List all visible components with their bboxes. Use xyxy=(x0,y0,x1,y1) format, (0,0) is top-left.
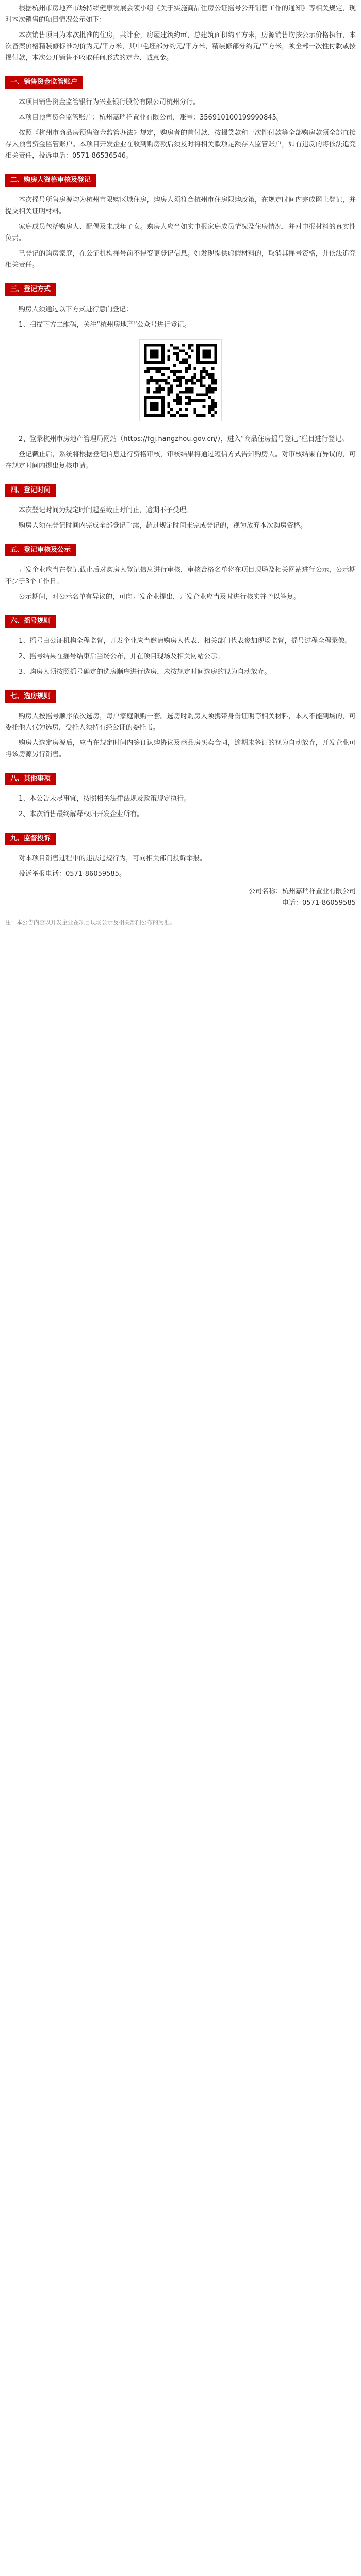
section-paragraph: 购房人须通过以下方式进行意向登记： xyxy=(19,306,133,313)
section-heading: 六、摇号规则 xyxy=(5,615,56,628)
section-paragraph: 本次摇号所售房源均为杭州市限购区域住房，购房人须符合杭州市住房限购政策，在规定时间内完成网上登记，并提交相关证明材料。 xyxy=(5,196,356,215)
section-paragraph: 购房人须在登记时间内完成全部登记手续，超过规定时间未完成登记的，视为放弃本次购房资格。 xyxy=(19,522,307,530)
section-heading: 二、购房人资格审核及登记 xyxy=(5,174,96,187)
section-paragraph: 本项目销售资金监管银行为兴业银行股份有限公司杭州分行。 xyxy=(19,98,200,106)
section-paragraph: 购房人按摇号顺序依次选房，每户家庭限购一套。选房时购房人须携带身份证明等相关材料，本人不能到场的，可委托他人代为选房，受托人须持有经公证的委托书。 xyxy=(5,713,356,732)
section-heading: 三、登记方式 xyxy=(5,283,56,296)
section-paragraph: 投诉举报电话：0571-86059585。 xyxy=(19,870,126,878)
section-paragraph: 本次登记时间为规定时间起至截止时间止，逾期不予受理。 xyxy=(19,506,193,514)
announcement-page xyxy=(0,0,361,938)
signature-block xyxy=(5,886,356,909)
section-paragraph: 1、本公告未尽事宜，按照相关法律法规及政策规定执行。 xyxy=(19,795,191,803)
section-paragraph: 登记截止后，系统将根据登记信息进行资格审核，审核结果将通过短信方式告知购房人。对审核结果有异议的，可在规定时间内提出复核申请。 xyxy=(5,451,356,470)
project-overview-paragraph: 本次销售项目为本次批准的住房，共计套，房屋建筑约㎡，总建筑面积约平方米，房源销售均按公示价格执行，本次备案价格精装修标准均价为元/平方米，其中毛坯部分约元/平方米，精装修部分约元/平方米，须全部一次性付款或按揭付款，本次公开销售不收取任何形式的定金、诚意金。 xyxy=(5,31,356,62)
section-paragraph: 1、摇号由公证机构全程监督，开发企业应当邀请购房人代表、相关部门代表参加现场监督，摇号过程全程录像。 xyxy=(19,637,352,645)
section-paragraph: 3、购房人须按照摇号确定的选房顺序进行选房，未按规定时间选房的视为自动放弃。 xyxy=(19,668,271,676)
section-heading: 八、其他事项 xyxy=(5,773,56,785)
section-paragraph: 购房人选定房源后，应当在规定时间内签订认购协议及商品房买卖合同，逾期未签订的视为自动放弃，开发企业可将该房源另行销售。 xyxy=(5,739,356,758)
section-heading: 五、登记审核及公示 xyxy=(5,544,76,556)
section-paragraph: 2、摇号结果在摇号结束后当场公布，并在项目现场及相关网站公示。 xyxy=(19,653,224,660)
section-paragraph: 2、登录杭州市房地产管理局网站（https://fgj.hangzhou.gov.cn/），进入“商品住房摇号登记”栏目进行登记。 xyxy=(19,435,349,443)
section-paragraph: 公示期间，对公示名单有异议的，可向开发企业提出，开发企业应当及时进行核实并予以答复。 xyxy=(19,593,301,601)
section-paragraph: 开发企业应当在登记截止后对购房人登记信息进行审核，审核合格名单将在项目现场及相关网站进行公示，公示期不少于3个工作日。 xyxy=(5,566,356,585)
section-paragraph: 家庭成员包括购房人、配偶及未成年子女。购房人应当如实申报家庭成员情况及住房情况，并对申报材料的真实性负责。 xyxy=(5,223,356,242)
qr-code-wrapper xyxy=(5,339,356,426)
sections-container xyxy=(5,68,356,880)
qr-code-icon xyxy=(139,339,222,421)
section-paragraph: 1、扫描下方二维码，关注“杭州房地产”公众号进行登记。 xyxy=(19,321,191,329)
footnote: 注：本公告内容以开发企业在项目现场公示及相关部门公布的为准。 xyxy=(5,919,175,926)
section-heading: 四、登记时间 xyxy=(5,484,56,497)
section-paragraph: 2、本次销售最终解释权归开发企业所有。 xyxy=(19,810,144,818)
section-paragraph: 按照《杭州市商品房预售资金监管办法》规定，购房者的首付款、按揭贷款和一次性付款等全部购房款须全部直接存入预售资金监管账户。本项目开发企业在收到购房款后须及时将相关款项足额存入监管账户，如有违反的将依法追究相关责任，投诉电话：0571-86536546。 xyxy=(5,129,356,160)
section-paragraph: 已登记的购房家庭，在公证机构摇号前不得变更登记信息。如发现提供虚假材料的，取消其摇号资格，并依法追究相关责任。 xyxy=(5,250,356,269)
signature-company: 公司名称：杭州嘉瑞祥置业有限公司 xyxy=(248,888,356,895)
section-paragraph: 本项目预售资金监管账户：杭州嘉瑞祥置业有限公司，账号：356910100199990845。 xyxy=(19,114,283,122)
section-heading: 九、监督投诉 xyxy=(5,833,56,845)
section-heading: 一、销售资金监管账户 xyxy=(5,76,83,89)
signature-phone: 电话：0571-86059585 xyxy=(282,899,356,907)
section-paragraph: 对本项目销售过程中的违法违规行为，可向相关部门投诉举报。 xyxy=(19,855,207,862)
intro-paragraph: 根据杭州市房地产市场持续健康发展会领小组《关于实施商品住房公证摇号公开销售工作的通知》等相关规定，现对本次销售的项目情况公示如下： xyxy=(5,5,356,24)
section-heading: 七、选房规则 xyxy=(5,690,56,703)
